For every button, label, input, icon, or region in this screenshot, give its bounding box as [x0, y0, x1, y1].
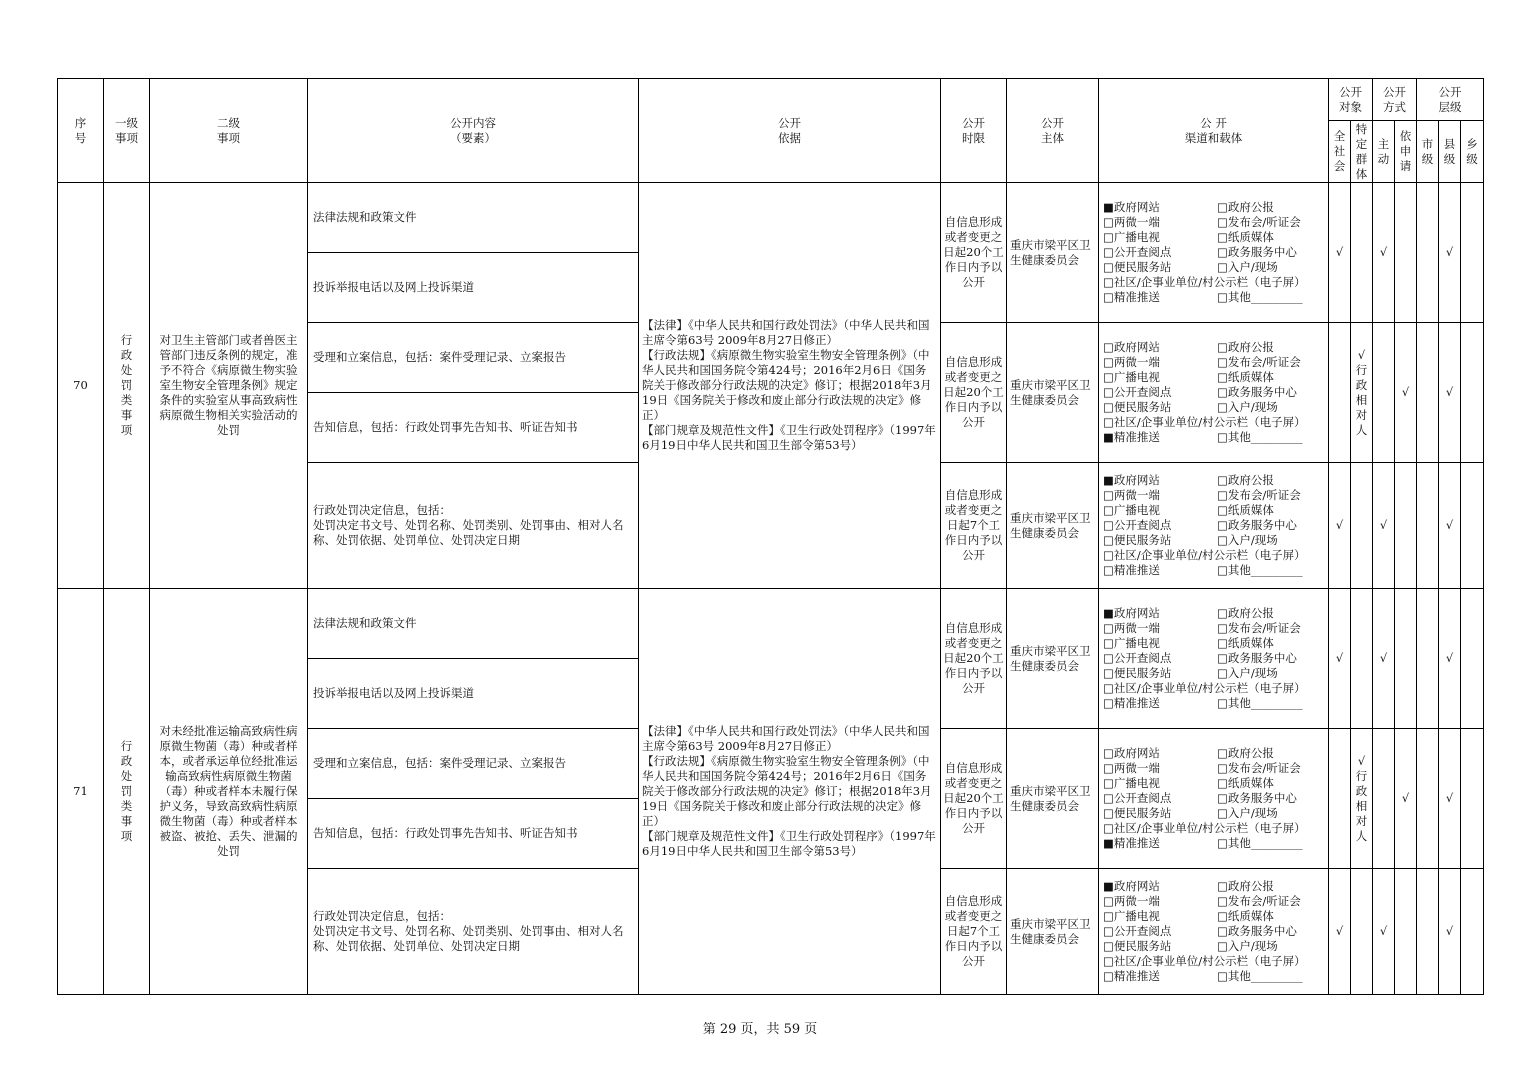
channel-option: □广播电视 [1103, 230, 1160, 244]
channel-option: □其他_________ [1217, 969, 1303, 983]
disclosure-timelimit: 自信息形成或者变更之日起20个工作日内予以公开 [941, 589, 1007, 729]
table-row [58, 589, 1484, 659]
channel-option: □入户/现场 [1217, 260, 1278, 274]
content-item: 投诉举报电话以及网上投诉渠道 [308, 659, 639, 729]
channel-option: □发布会/听证会 [1217, 355, 1301, 369]
mark-active [1373, 183, 1395, 323]
channel-option: □其他_________ [1217, 290, 1303, 304]
channel-option: ■政府网站 [1103, 879, 1160, 893]
channel-option: □其他_________ [1217, 563, 1303, 577]
item-basis: 【法律】《中华人民共和国行政处罚法》（中华人民共和国主席令第63号 2009年8月27日修正） 【行政法规】《病原微生物实验室生物安全管理条例》（中华人民共和国国务院令第424号；2016年2月6日《国务院关于修改部分行政法规的决定》修订；根据2018年3月19日《国务院关于修改和废止部分行政法规的决定》修正） 【部门规章及规范性文件】《卫生行政处罚程序》（1997年6月19日中华人民共和国卫生部令第53号） [639, 183, 941, 589]
channel-option: □纸质媒体 [1217, 370, 1274, 384]
mark-county-text: √ [1445, 385, 1454, 399]
disclosure-channels [1099, 729, 1329, 869]
mark-active [1373, 729, 1395, 869]
channel-row [1103, 260, 1324, 275]
mark-specific-text: √行政相对人 [1355, 347, 1368, 437]
channel-option: □政务服务中心 [1217, 651, 1297, 665]
channel-row [1103, 340, 1324, 355]
channel-option: □便民服务站 [1103, 533, 1172, 547]
channel-option: □其他_________ [1217, 696, 1303, 710]
channel-row [1103, 791, 1324, 806]
channel-option: □广播电视 [1103, 909, 1160, 923]
channel-option: □发布会/听证会 [1217, 215, 1301, 229]
mark-specific [1351, 183, 1373, 323]
page-footer: 第 29 页，共 59 页 [702, 1022, 818, 1037]
channel-row [1103, 621, 1324, 636]
channel-option: □政府公报 [1217, 879, 1274, 893]
channel-option: □便民服务站 [1103, 806, 1172, 820]
channel-option: □政府网站 [1103, 340, 1160, 354]
channel-row [1103, 746, 1324, 761]
item-level1-text: 行政处罚类事项 [120, 739, 133, 843]
channel-option: ■政府网站 [1103, 200, 1160, 214]
channel-row [1103, 370, 1324, 385]
mark-active [1373, 463, 1395, 589]
content-item: 告知信息，包括：行政处罚事先告知书、听证告知书 [308, 799, 639, 869]
channel-option: □社区/企事业单位/村公示栏（电子屏） [1103, 954, 1306, 968]
item-level2: 对未经批准运输高致病性病原微生物菌（毒）种或者样本，或者承运单位经批准运输高致病性病原微生物菌（毒）种或者样本未履行保护义务，导致高致病性病原微生物菌（毒）种或者样本被盗、被抢、丢失、泄漏的处罚 [150, 589, 308, 995]
mark-all-text: √ [1335, 518, 1344, 532]
channel-option: □便民服务站 [1103, 939, 1172, 953]
channel-row [1103, 290, 1324, 305]
mark-county-text: √ [1445, 791, 1454, 805]
channel-option: □政府公报 [1217, 473, 1274, 487]
channel-row [1103, 636, 1324, 651]
mark-active [1373, 589, 1395, 729]
mark-town [1461, 183, 1484, 323]
mark-all-text: √ [1335, 245, 1344, 259]
header-mode-apply: 依申请 [1395, 121, 1417, 183]
mark-city [1417, 463, 1439, 589]
channel-option: ■政府网站 [1103, 473, 1160, 487]
mark-specific-text: √行政相对人 [1355, 753, 1368, 843]
disclosure-channels [1099, 589, 1329, 729]
channel-row [1103, 215, 1324, 230]
content-item: 法律法规和政策文件 [308, 589, 639, 659]
header-basis: 公开 依据 [639, 79, 941, 183]
mark-apply [1395, 729, 1417, 869]
header-mode: 公开 方式 [1373, 79, 1417, 121]
channel-option: □广播电视 [1103, 776, 1160, 790]
channel-option: □政府公报 [1217, 606, 1274, 620]
channel-option: □便民服务站 [1103, 260, 1172, 274]
mark-apply-text: √ [1401, 385, 1410, 399]
channel-option: □纸质媒体 [1217, 503, 1274, 517]
header-row-1 [58, 79, 1484, 121]
content-item: 行政处罚决定信息，包括： 处罚决定书文号、处罚名称、处罚类别、处罚事由、相对人名称、处罚依据、处罚单位、处罚决定日期 [308, 869, 639, 995]
channel-row [1103, 696, 1324, 711]
mark-county [1439, 183, 1461, 323]
mark-apply [1395, 323, 1417, 463]
channel-row [1103, 563, 1324, 578]
mark-all [1329, 463, 1351, 589]
channel-option: □便民服务站 [1103, 400, 1172, 414]
channel-option: □公开查阅点 [1103, 791, 1172, 805]
mark-active-text: √ [1379, 518, 1388, 532]
content-item: 告知信息，包括：行政处罚事先告知书、听证告知书 [308, 393, 639, 463]
item-level1 [104, 183, 150, 589]
channel-row [1103, 400, 1324, 415]
channel-option: □社区/企事业单位/村公示栏（电子屏） [1103, 415, 1306, 429]
header-target: 公开 对象 [1329, 79, 1373, 121]
channel-option: □政府公报 [1217, 200, 1274, 214]
header-mode-active: 主动 [1373, 121, 1395, 183]
channel-option: □政府公报 [1217, 340, 1274, 354]
channel-option: □政务服务中心 [1217, 518, 1297, 532]
mark-all [1329, 729, 1351, 869]
item-basis: 【法律】《中华人民共和国行政处罚法》（中华人民共和国主席令第63号 2009年8月27日修正） 【行政法规】《病原微生物实验室生物安全管理条例》（中华人民共和国国务院令第424号；2016年2月6日《国务院关于修改部分行政法规的决定》修订；根据2018年3月19日《国务院关于修改和废止部分行政法规的决定》修正） 【部门规章及规范性文件】《卫生行政处罚程序》（1997年6月19日中华人民共和国卫生部令第53号） [639, 589, 941, 995]
mark-county [1439, 729, 1461, 869]
header-level2: 二级 事项 [150, 79, 308, 183]
channel-option: □精准推送 [1103, 290, 1160, 304]
channel-option: □入户/现场 [1217, 806, 1278, 820]
content-item: 受理和立案信息，包括：案件受理记录、立案报告 [308, 323, 639, 393]
channel-row [1103, 473, 1324, 488]
channel-option: □社区/企事业单位/村公示栏（电子屏） [1103, 821, 1306, 835]
channel-option: □其他_________ [1217, 430, 1303, 444]
channel-option: □政府网站 [1103, 746, 1160, 760]
channel-option: ■精准推送 [1103, 430, 1160, 444]
disclosure-subject: 重庆市梁平区卫生健康委员会 [1007, 323, 1099, 463]
header-level: 公开 层级 [1417, 79, 1484, 121]
mark-all-text: √ [1335, 651, 1344, 665]
channel-option: □政务服务中心 [1217, 245, 1297, 259]
channel-row [1103, 894, 1324, 909]
channel-row [1103, 230, 1324, 245]
channel-option: □其他_________ [1217, 836, 1303, 850]
channel-row [1103, 879, 1324, 894]
mark-town [1461, 323, 1484, 463]
mark-specific [1351, 589, 1373, 729]
channel-row [1103, 503, 1324, 518]
channel-option: □两微一端 [1103, 894, 1160, 908]
mark-city [1417, 323, 1439, 463]
mark-all-text: √ [1335, 924, 1344, 938]
mark-county [1439, 323, 1461, 463]
channel-row [1103, 666, 1324, 681]
channel-row [1103, 806, 1324, 821]
header-level-city: 市级 [1417, 121, 1439, 183]
disclosure-subject: 重庆市梁平区卫生健康委员会 [1007, 589, 1099, 729]
channel-option: □政务服务中心 [1217, 385, 1297, 399]
channel-row [1103, 836, 1324, 851]
header-subject: 公开 主体 [1007, 79, 1099, 183]
disclosure-channels [1099, 869, 1329, 995]
channel-option: □公开查阅点 [1103, 245, 1172, 259]
item-seq: 71 [58, 589, 104, 995]
channel-row [1103, 533, 1324, 548]
content-item: 受理和立案信息，包括：案件受理记录、立案报告 [308, 729, 639, 799]
header-timelimit: 公开 时限 [941, 79, 1007, 183]
disclosure-subject: 重庆市梁平区卫生健康委员会 [1007, 183, 1099, 323]
channel-row [1103, 245, 1324, 260]
mark-city [1417, 869, 1439, 995]
disclosure-timelimit: 自信息形成或者变更之日起7个工作日内予以公开 [941, 869, 1007, 995]
mark-town [1461, 463, 1484, 589]
channel-option: □社区/企事业单位/村公示栏（电子屏） [1103, 275, 1306, 289]
content-item: 法律法规和政策文件 [308, 183, 639, 253]
channel-option: □精准推送 [1103, 696, 1160, 710]
channel-option: □便民服务站 [1103, 666, 1172, 680]
mark-all [1329, 183, 1351, 323]
channel-row [1103, 488, 1324, 503]
item-level1-text: 行政处罚类事项 [120, 333, 133, 437]
disclosure-subject: 重庆市梁平区卫生健康委员会 [1007, 463, 1099, 589]
channel-option: □两微一端 [1103, 215, 1160, 229]
mark-all [1329, 323, 1351, 463]
channel-option: □政务服务中心 [1217, 924, 1297, 938]
channel-option: ■政府网站 [1103, 606, 1160, 620]
channel-row [1103, 200, 1324, 215]
mark-specific [1351, 869, 1373, 995]
item-level2: 对卫生主管部门或者兽医主管部门违反条例的规定，准予不符合《病原微生物实验室生物安全管理条例》规定条件的实验室从事高致病性病原微生物相关实验活动的处罚 [150, 183, 308, 589]
mark-county-text: √ [1445, 651, 1454, 665]
channel-option: □纸质媒体 [1217, 230, 1274, 244]
mark-county [1439, 589, 1461, 729]
disclosure-channels [1099, 183, 1329, 323]
disclosure-table [57, 78, 1484, 995]
channel-row [1103, 651, 1324, 666]
channel-option: □入户/现场 [1217, 666, 1278, 680]
channel-option: □发布会/听证会 [1217, 488, 1301, 502]
channel-option: □发布会/听证会 [1217, 894, 1301, 908]
channel-row [1103, 924, 1324, 939]
mark-county [1439, 869, 1461, 995]
disclosure-timelimit: 自信息形成或者变更之日起20个工作日内予以公开 [941, 729, 1007, 869]
header-level1: 一级 事项 [104, 79, 150, 183]
channel-option: □广播电视 [1103, 636, 1160, 650]
channel-option: □社区/企事业单位/村公示栏（电子屏） [1103, 681, 1306, 695]
header-target-all: 全社会 [1329, 121, 1351, 183]
item-seq: 70 [58, 183, 104, 589]
mark-specific [1351, 463, 1373, 589]
header-target-specific: 特定群体 [1351, 121, 1373, 183]
mark-apply-text: √ [1401, 791, 1410, 805]
channel-option: □两微一端 [1103, 761, 1160, 775]
channel-option: □政府公报 [1217, 746, 1274, 760]
channel-option: □政务服务中心 [1217, 791, 1297, 805]
mark-apply [1395, 463, 1417, 589]
disclosure-timelimit: 自信息形成或者变更之日起7个工作日内予以公开 [941, 463, 1007, 589]
channel-row [1103, 939, 1324, 954]
channel-row [1103, 606, 1324, 621]
mark-specific [1351, 323, 1373, 463]
channel-option: □发布会/听证会 [1217, 621, 1301, 635]
channel-option: □纸质媒体 [1217, 909, 1274, 923]
channel-row [1103, 761, 1324, 776]
mark-apply [1395, 183, 1417, 323]
mark-specific [1351, 729, 1373, 869]
table-row [58, 183, 1484, 253]
channel-row [1103, 518, 1324, 533]
channel-row [1103, 776, 1324, 791]
mark-city [1417, 183, 1439, 323]
mark-active [1373, 869, 1395, 995]
mark-all [1329, 869, 1351, 995]
channel-row [1103, 430, 1324, 445]
channel-option: □精准推送 [1103, 969, 1160, 983]
mark-town [1461, 729, 1484, 869]
mark-city [1417, 589, 1439, 729]
header-channel: 公 开 渠道和载体 [1099, 79, 1329, 183]
channel-row [1103, 385, 1324, 400]
mark-apply [1395, 589, 1417, 729]
channel-option: □精准推送 [1103, 563, 1160, 577]
channel-row [1103, 969, 1324, 984]
channel-option: □纸质媒体 [1217, 636, 1274, 650]
mark-county-text: √ [1445, 518, 1454, 532]
channel-option: □广播电视 [1103, 370, 1160, 384]
channel-option: □公开查阅点 [1103, 924, 1172, 938]
channel-option: □广播电视 [1103, 503, 1160, 517]
disclosure-subject: 重庆市梁平区卫生健康委员会 [1007, 869, 1099, 995]
mark-county-text: √ [1445, 245, 1454, 259]
channel-option: □公开查阅点 [1103, 518, 1172, 532]
mark-county-text: √ [1445, 924, 1454, 938]
disclosure-channels [1099, 323, 1329, 463]
mark-active-text: √ [1379, 245, 1388, 259]
disclosure-timelimit: 自信息形成或者变更之日起20个工作日内予以公开 [941, 323, 1007, 463]
disclosure-subject: 重庆市梁平区卫生健康委员会 [1007, 729, 1099, 869]
channel-option: □两微一端 [1103, 621, 1160, 635]
mark-town [1461, 869, 1484, 995]
channel-option: □发布会/听证会 [1217, 761, 1301, 775]
mark-all [1329, 589, 1351, 729]
mark-active-text: √ [1379, 651, 1388, 665]
mark-town [1461, 589, 1484, 729]
header-level-county: 县级 [1439, 121, 1461, 183]
channel-option: ■精准推送 [1103, 836, 1160, 850]
channel-option: □公开查阅点 [1103, 651, 1172, 665]
channel-option: □入户/现场 [1217, 533, 1278, 547]
header-level-town: 乡级 [1461, 121, 1484, 183]
channel-option: □两微一端 [1103, 355, 1160, 369]
mark-apply [1395, 869, 1417, 995]
channel-row [1103, 355, 1324, 370]
content-item: 行政处罚决定信息，包括： 处罚决定书文号、处罚名称、处罚类别、处罚事由、相对人名称、处罚依据、处罚单位、处罚决定日期 [308, 463, 639, 589]
mark-county [1439, 463, 1461, 589]
channel-option: □公开查阅点 [1103, 385, 1172, 399]
item-level1 [104, 589, 150, 995]
channel-option: □两微一端 [1103, 488, 1160, 502]
mark-city [1417, 729, 1439, 869]
content-item: 投诉举报电话以及网上投诉渠道 [308, 253, 639, 323]
channel-option: □入户/现场 [1217, 939, 1278, 953]
disclosure-timelimit: 自信息形成或者变更之日起20个工作日内予以公开 [941, 183, 1007, 323]
disclosure-channels [1099, 463, 1329, 589]
channel-row [1103, 909, 1324, 924]
channel-option: □入户/现场 [1217, 400, 1278, 414]
header-content: 公开内容 （要素） [308, 79, 639, 183]
channel-option: □社区/企事业单位/村公示栏（电子屏） [1103, 548, 1306, 562]
header-seq: 序 号 [58, 79, 104, 183]
channel-option: □纸质媒体 [1217, 776, 1274, 790]
mark-active-text: √ [1379, 924, 1388, 938]
mark-active [1373, 323, 1395, 463]
